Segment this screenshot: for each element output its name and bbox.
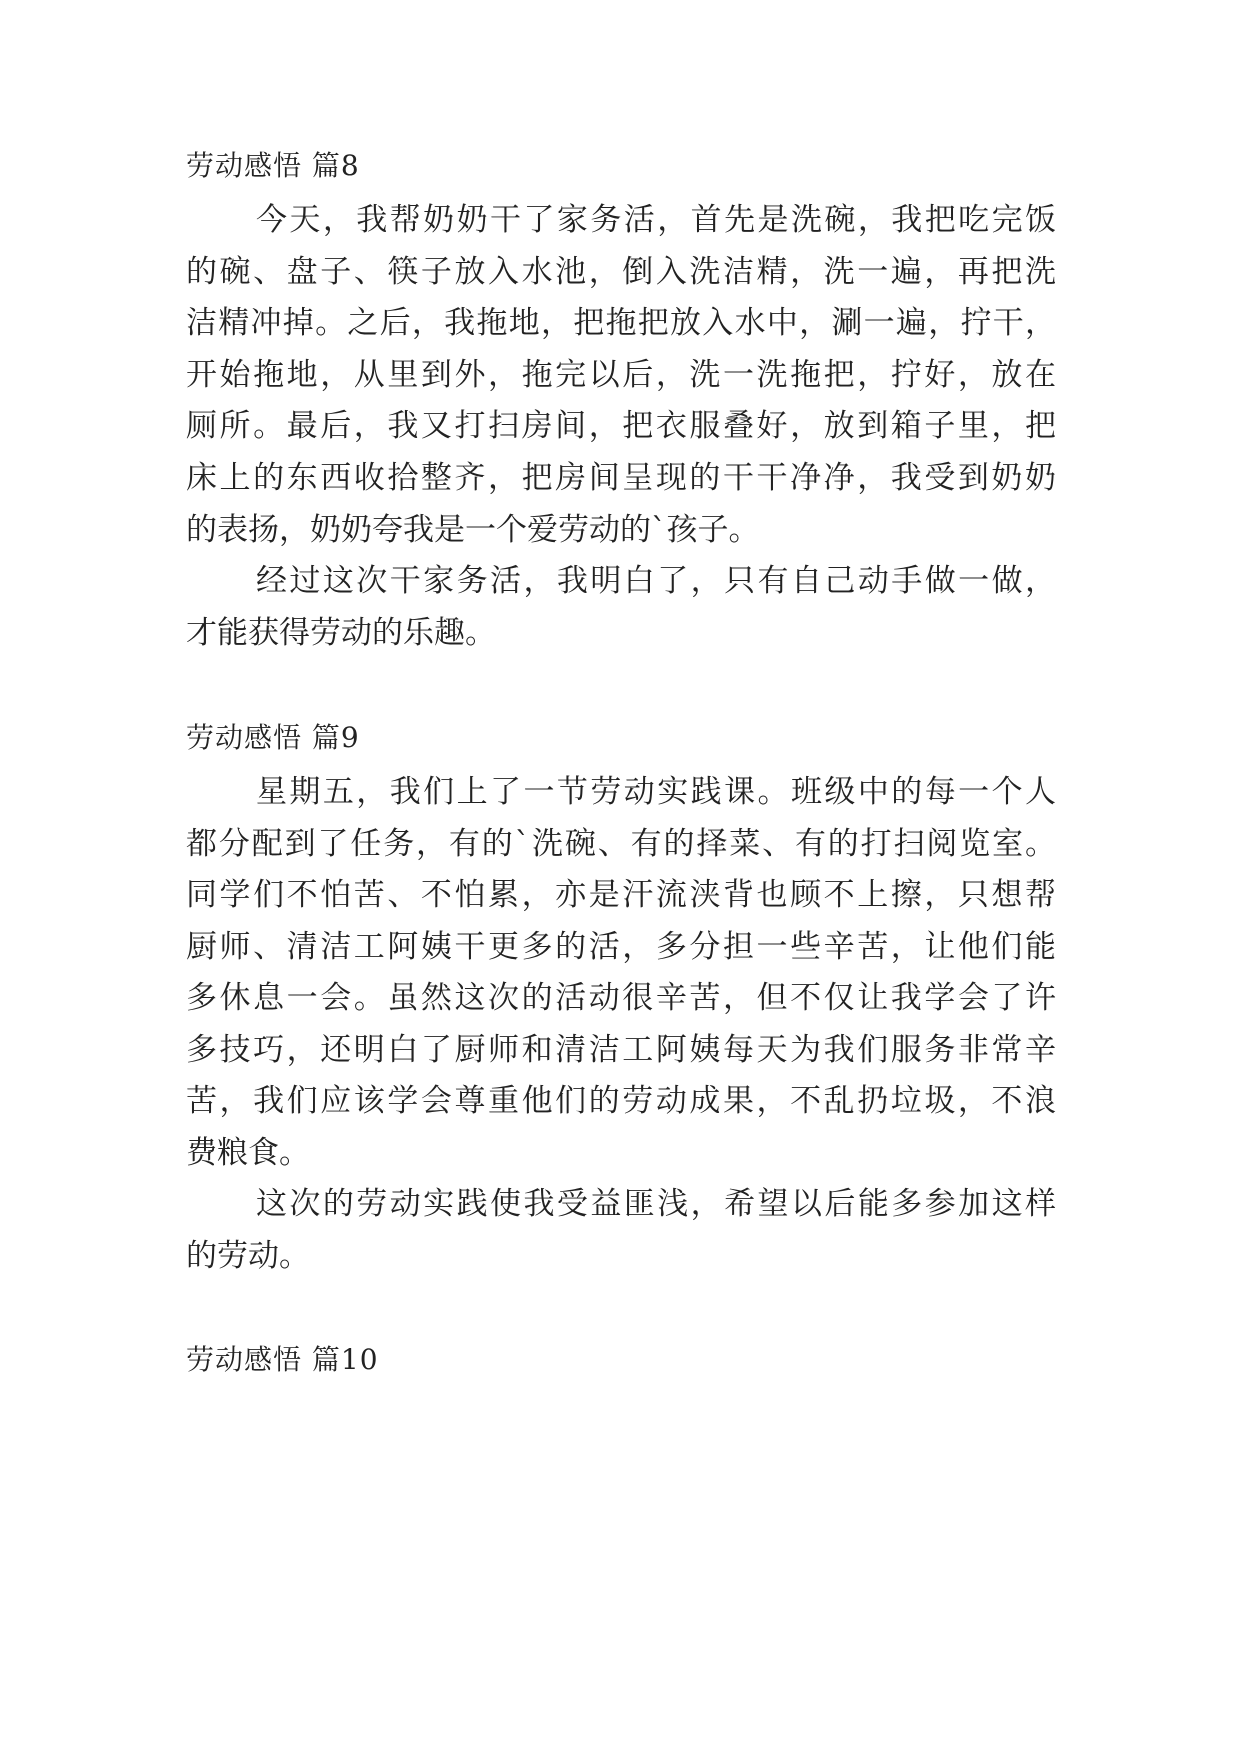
paragraph-line: 厕所。最后，我又打扫房间，把衣服叠好，放到箱子里，把 xyxy=(186,408,1056,444)
paragraph-line: 苦，我们应该学会尊重他们的劳动成果，不乱扔垃圾，不浪 xyxy=(186,1083,1056,1119)
paragraph-line: 的劳动。 xyxy=(186,1238,310,1274)
paragraph-line: 多技巧，还明白了厨师和清洁工阿姨每天为我们服务非常辛 xyxy=(186,1032,1056,1068)
section-title-9: 劳动感悟 篇9 xyxy=(186,721,360,754)
paragraph-line: 才能获得劳动的乐趣。 xyxy=(186,615,496,651)
paragraph-line: 的碗、盘子、筷子放入水池，倒入洗洁精，洗一遍，再把洗 xyxy=(186,254,1056,290)
paragraph-line: 床上的东西收拾整齐，把房间呈现的干干净净，我受到奶奶 xyxy=(186,460,1056,496)
paragraph-line: 同学们不怕苦、不怕累，亦是汗流浃背也顾不上擦，只想帮 xyxy=(186,877,1056,913)
paragraph-line: 星期五，我们上了一节劳动实践课。班级中的每一个人 xyxy=(256,774,1056,810)
paragraph-line: 今天，我帮奶奶干了家务活，首先是洗碗，我把吃完饭 xyxy=(256,202,1056,238)
paragraph-line: 多休息一会。虽然这次的活动很辛苦，但不仅让我学会了许 xyxy=(186,980,1056,1016)
paragraph-line: 费粮食。 xyxy=(186,1135,310,1171)
paragraph-line: 这次的劳动实践使我受益匪浅，希望以后能多参加这样 xyxy=(256,1186,1056,1222)
paragraph-line: 的表扬，奶奶夸我是一个爱劳动的`孩子。 xyxy=(186,512,760,548)
paragraph-line: 经过这次干家务活，我明白了，只有自己动手做一做， xyxy=(256,563,1056,599)
section-title-10: 劳动感悟 篇10 xyxy=(186,1343,379,1376)
section-title-8: 劳动感悟 篇8 xyxy=(186,149,360,182)
paragraph-line: 开始拖地，从里到外，拖完以后，洗一洗拖把，拧好，放在 xyxy=(186,357,1056,393)
paragraph-line: 都分配到了任务，有的`洗碗、有的择菜、有的打扫阅览室。 xyxy=(186,826,1056,862)
paragraph-line: 厨师、清洁工阿姨干更多的活，多分担一些辛苦，让他们能 xyxy=(186,929,1056,965)
paragraph-line: 洁精冲掉。之后，我拖地，把拖把放入水中，涮一遍，拧干， xyxy=(186,305,1056,341)
